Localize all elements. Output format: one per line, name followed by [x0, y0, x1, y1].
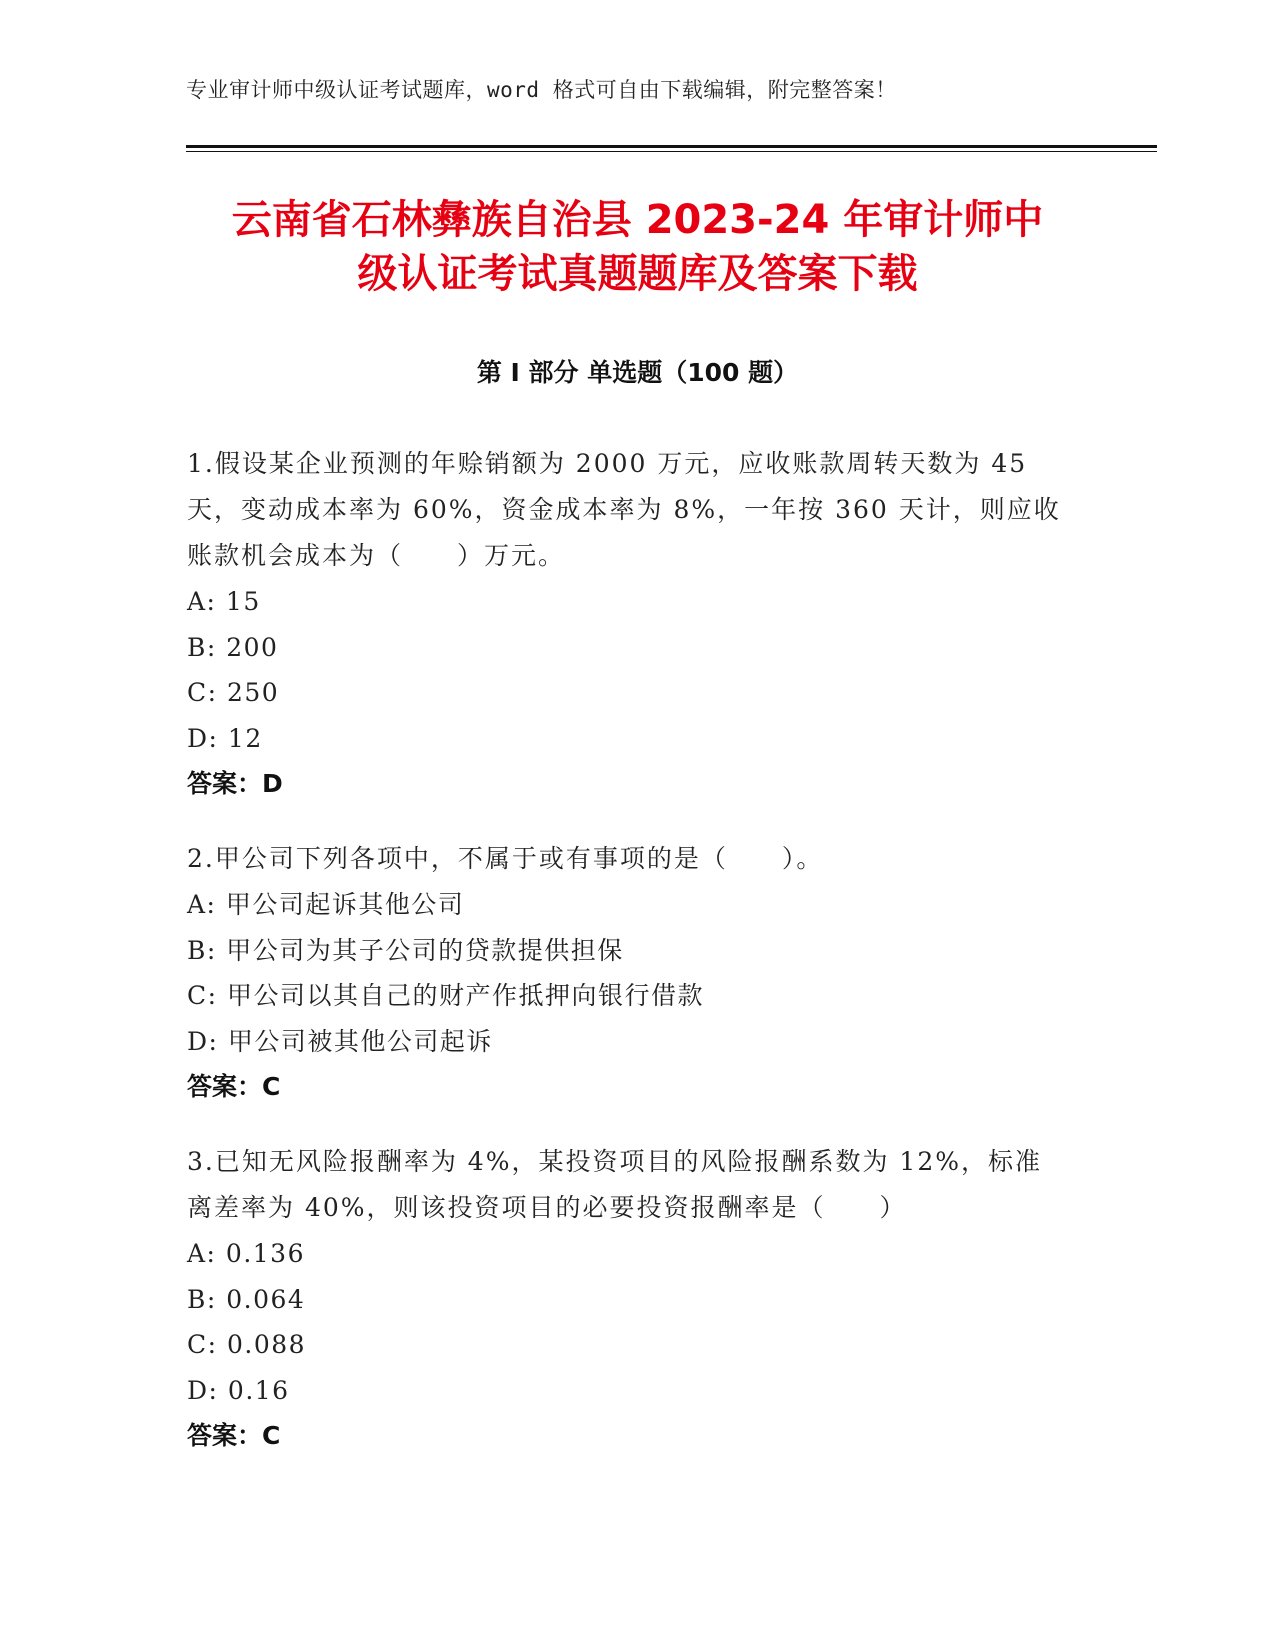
option-b: B: 0.064: [187, 1284, 306, 1314]
question-stem: 账款机会成本为（ ）万元。: [187, 541, 566, 570]
question-stem: 离差率为 40%，则该投资项目的必要投资报酬率是（ ）: [187, 1193, 907, 1222]
question-2: [187, 836, 1067, 1110]
document-title: [150, 193, 1125, 301]
question-stem: 2.甲公司下列各项中，不属于或有事项的是（ ）。: [187, 844, 824, 873]
header-note: 专业审计师中级认证考试题库，word 格式可自由下载编辑，附完整答案！: [186, 78, 897, 102]
option-c: C: 250: [187, 678, 280, 707]
question-list: [187, 441, 1067, 1488]
question-1: [187, 441, 1067, 807]
option-a: A: 0.136: [187, 1239, 305, 1268]
option-d: D: 0.16: [187, 1375, 290, 1405]
question-stem: 天，变动成本率为 60%，资金成本率为 8%，一年按 360 天计，则应收: [187, 495, 1061, 524]
option-c: C: 甲公司以其自己的财产作抵押向银行借款: [187, 981, 704, 1010]
answer: 答案：C: [187, 1421, 281, 1450]
option-b: B: 甲公司为其子公司的贷款提供担保: [187, 935, 624, 965]
title-line-1: 云南省石林彝族自治县 2023-24 年审计师中: [231, 197, 1044, 243]
question-stem: 1.假设某企业预测的年赊销额为 2000 万元，应收账款周转天数为 45: [187, 449, 1028, 478]
header-divider-thick: [186, 145, 1157, 148]
answer: 答案：C: [187, 1072, 281, 1101]
answer: 答案：D: [187, 769, 283, 798]
option-b: B: 200: [187, 632, 279, 662]
title-line-2: 级认证考试真题题库及答案下载: [357, 251, 918, 297]
option-c: C: 0.088: [187, 1330, 307, 1359]
question-stem: 3.已知无风险报酬率为 4%，某投资项目的风险报酬系数为 12%，标准: [187, 1147, 1042, 1176]
header-divider-thin: [186, 151, 1157, 152]
option-d: D: 12: [187, 723, 263, 753]
section-heading: 第 I 部分 单选题（100 题）: [476, 358, 799, 387]
question-3: [187, 1139, 1067, 1459]
option-a: A: 15: [187, 587, 261, 616]
option-d: D: 甲公司被其他公司起诉: [187, 1026, 493, 1056]
option-a: A: 甲公司起诉其他公司: [187, 890, 465, 919]
